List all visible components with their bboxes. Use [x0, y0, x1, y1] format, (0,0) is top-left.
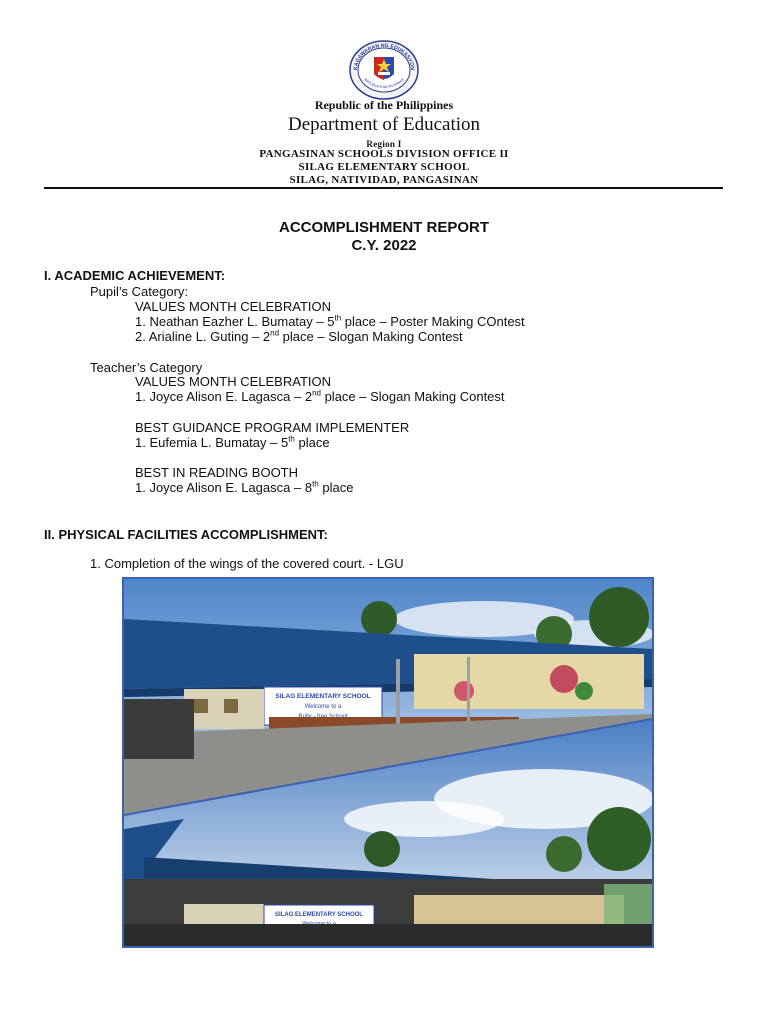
- department-name: Department of Education: [287, 114, 481, 135]
- pupils-category-label: Pupil’s Category:: [90, 284, 189, 299]
- teachers-event: VALUES MONTH CELEBRATION: [135, 374, 331, 389]
- guidance-heading: BEST GUIDANCE PROGRAM IMPLEMENTER: [135, 420, 410, 435]
- school-line: SILAG ELEMENTARY SCHOOL: [298, 161, 470, 173]
- division-line: PANGASINAN SCHOOLS DIVISION OFFICE II: [259, 148, 509, 160]
- svg-text:KAGAWARAN NG EDUKASYON: KAGAWARAN NG EDUKASYON: [352, 42, 416, 71]
- region-line: Region I: [366, 139, 402, 149]
- report-year: C.Y. 2022: [351, 237, 417, 254]
- section-facilities-heading: II. PHYSICAL FACILITIES ACCOMPLISHMENT:: [44, 527, 328, 542]
- report-title: ACCOMPLISHMENT REPORT: [279, 219, 489, 236]
- covered-court-photo-illustration: [124, 579, 652, 946]
- section-academic-heading: I. ACADEMIC ACHIEVEMENT:: [44, 268, 226, 283]
- guidance-award-1: 1. Eufemia L. Bumatay – 5th place: [135, 434, 330, 450]
- pupil-award-1: 1. Neathan Eazher L. Bumatay – 5th place – Poster Making COntest: [135, 313, 525, 329]
- svg-text:Welcome to a: Welcome to a: [304, 704, 342, 710]
- teacher-award-1: 1. Joyce Alison E. Lagasca – 2nd place – Slogan Making Contest: [135, 388, 505, 404]
- covered-court-photo: [122, 577, 654, 948]
- header-divider: [44, 187, 723, 189]
- pupils-event: VALUES MONTH CELEBRATION: [135, 299, 331, 314]
- facilities-item-1: 1. Completion of the wings of the covered court. - LGU: [90, 556, 404, 571]
- pupil-award-2: 2. Arialine L. Guting – 2nd place – Slogan Making Contest: [135, 328, 463, 344]
- deped-seal-logo: [348, 40, 420, 100]
- teachers-category-label: Teacher’s Category: [90, 360, 203, 375]
- svg-text:REPUBLIKA NG PILIPINAS: REPUBLIKA NG PILIPINAS: [363, 77, 405, 90]
- reading-award-1: 1. Joyce Alison E. Lagasca – 8th place: [135, 479, 354, 495]
- republic-line: Republic of the Philippines: [314, 98, 454, 112]
- svg-text:SILAG ELEMENTARY SCHOOL: SILAG ELEMENTARY SCHOOL: [275, 912, 363, 918]
- address-line: SILAG, NATIVIDAD, PANGASINAN: [289, 174, 479, 186]
- svg-text:SILAG ELEMENTARY SCHOOL: SILAG ELEMENTARY SCHOOL: [275, 693, 371, 700]
- reading-heading: BEST IN READING BOOTH: [135, 465, 299, 480]
